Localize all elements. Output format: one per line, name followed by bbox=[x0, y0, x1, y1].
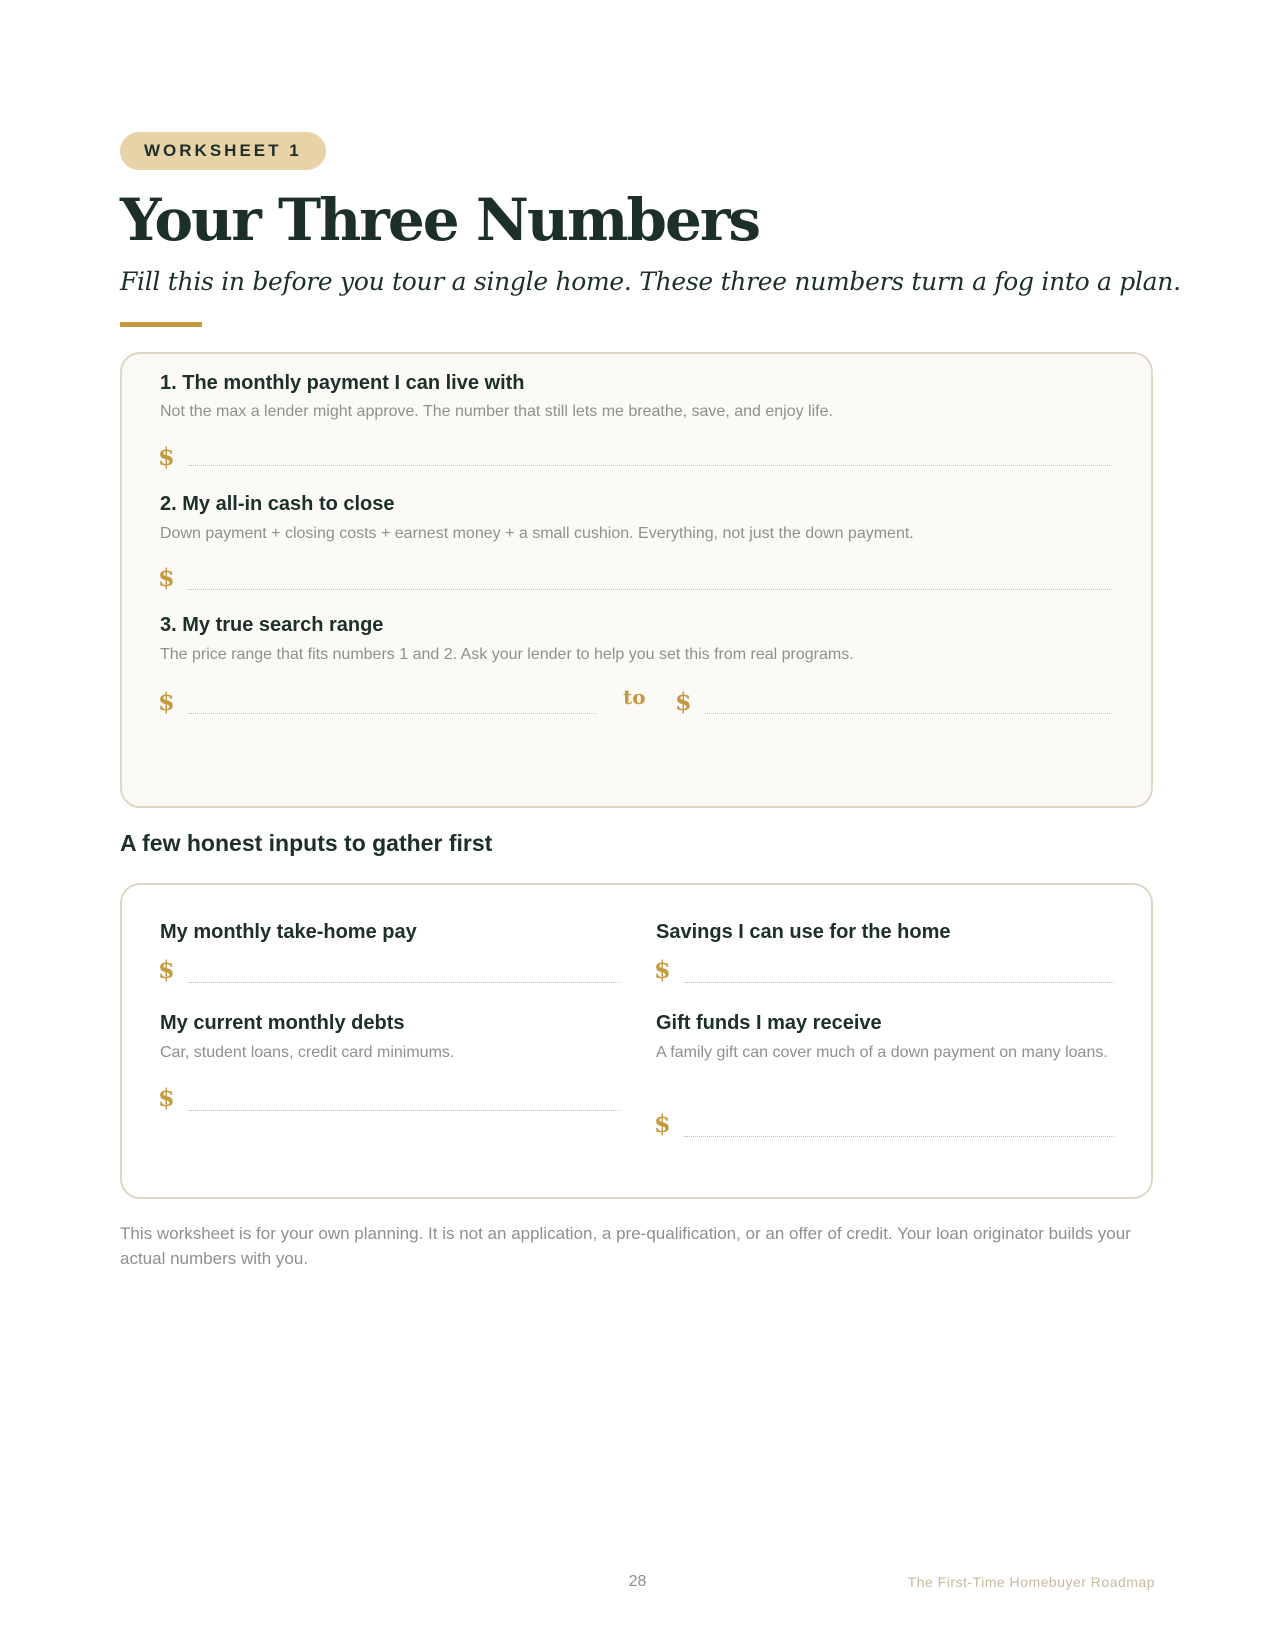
inputs-heading: A few honest inputs to gather first bbox=[120, 830, 493, 856]
dollar-sign-icon: $ bbox=[158, 1083, 175, 1112]
page-subtitle: Fill this in before you tour a single home. These three numbers turn a fog into a plan. bbox=[120, 267, 1181, 296]
dollar-sign-icon: $ bbox=[158, 955, 175, 984]
question-2-title: 2. My all-in cash to close bbox=[160, 493, 395, 515]
monthly-debts-title: My current monthly debts bbox=[160, 1012, 405, 1034]
worksheet-badge: WORKSHEET 1 bbox=[120, 132, 326, 170]
savings-field[interactable] bbox=[684, 982, 1114, 983]
dollar-sign-icon: $ bbox=[158, 442, 175, 471]
gift-funds-field[interactable] bbox=[684, 1136, 1114, 1137]
take-home-pay-field[interactable] bbox=[188, 982, 620, 983]
cash-to-close-field[interactable] bbox=[188, 589, 1112, 590]
worksheet-page bbox=[120, 0, 1181, 1650]
savings-title: Savings I can use for the home bbox=[656, 921, 951, 943]
search-range-max-field[interactable] bbox=[705, 713, 1112, 714]
question-3-title: 3. My true search range bbox=[160, 614, 384, 636]
monthly-debts-description: Car, student loans, credit card minimums. bbox=[160, 1044, 455, 1061]
dollar-sign-icon: $ bbox=[654, 1109, 671, 1138]
dollar-sign-icon: $ bbox=[675, 687, 692, 716]
question-2-description: Down payment + closing costs + earnest money + a small cushion. Everything, not just the down payment. bbox=[160, 525, 914, 542]
question-1-title: 1. The monthly payment I can live with bbox=[160, 372, 525, 394]
running-book-title: The First-Time Homebuyer Roadmap bbox=[907, 1574, 1155, 1590]
dollar-sign-icon: $ bbox=[158, 687, 175, 716]
page-number: 28 bbox=[628, 1573, 647, 1590]
page-title: Your Three Numbers bbox=[120, 186, 760, 254]
range-to-label: to bbox=[623, 685, 646, 709]
three-numbers-card bbox=[120, 352, 1153, 808]
accent-divider bbox=[120, 322, 202, 327]
search-range-min-field[interactable] bbox=[188, 713, 596, 714]
monthly-debts-field[interactable] bbox=[188, 1110, 620, 1111]
gift-funds-title: Gift funds I may receive bbox=[656, 1012, 882, 1034]
disclaimer-text: This worksheet is for your own planning. It is not an application, a pre-qualification, or an offer of credit. Your loan originator builds your actual numbers with you. bbox=[120, 1224, 1131, 1268]
gift-funds-description: A family gift can cover much of a down payment on many loans. bbox=[656, 1044, 1108, 1061]
monthly-payment-field[interactable] bbox=[188, 465, 1112, 466]
question-3-description: The price range that fits numbers 1 and 2. Ask your lender to help you set this from real programs. bbox=[160, 646, 854, 663]
take-home-pay-title: My monthly take-home pay bbox=[160, 921, 417, 943]
dollar-sign-icon: $ bbox=[158, 563, 175, 592]
honest-inputs-card bbox=[120, 883, 1153, 1199]
dollar-sign-icon: $ bbox=[654, 955, 671, 984]
question-1-description: Not the max a lender might approve. The number that still lets me breathe, save, and enjoy life. bbox=[160, 403, 833, 420]
